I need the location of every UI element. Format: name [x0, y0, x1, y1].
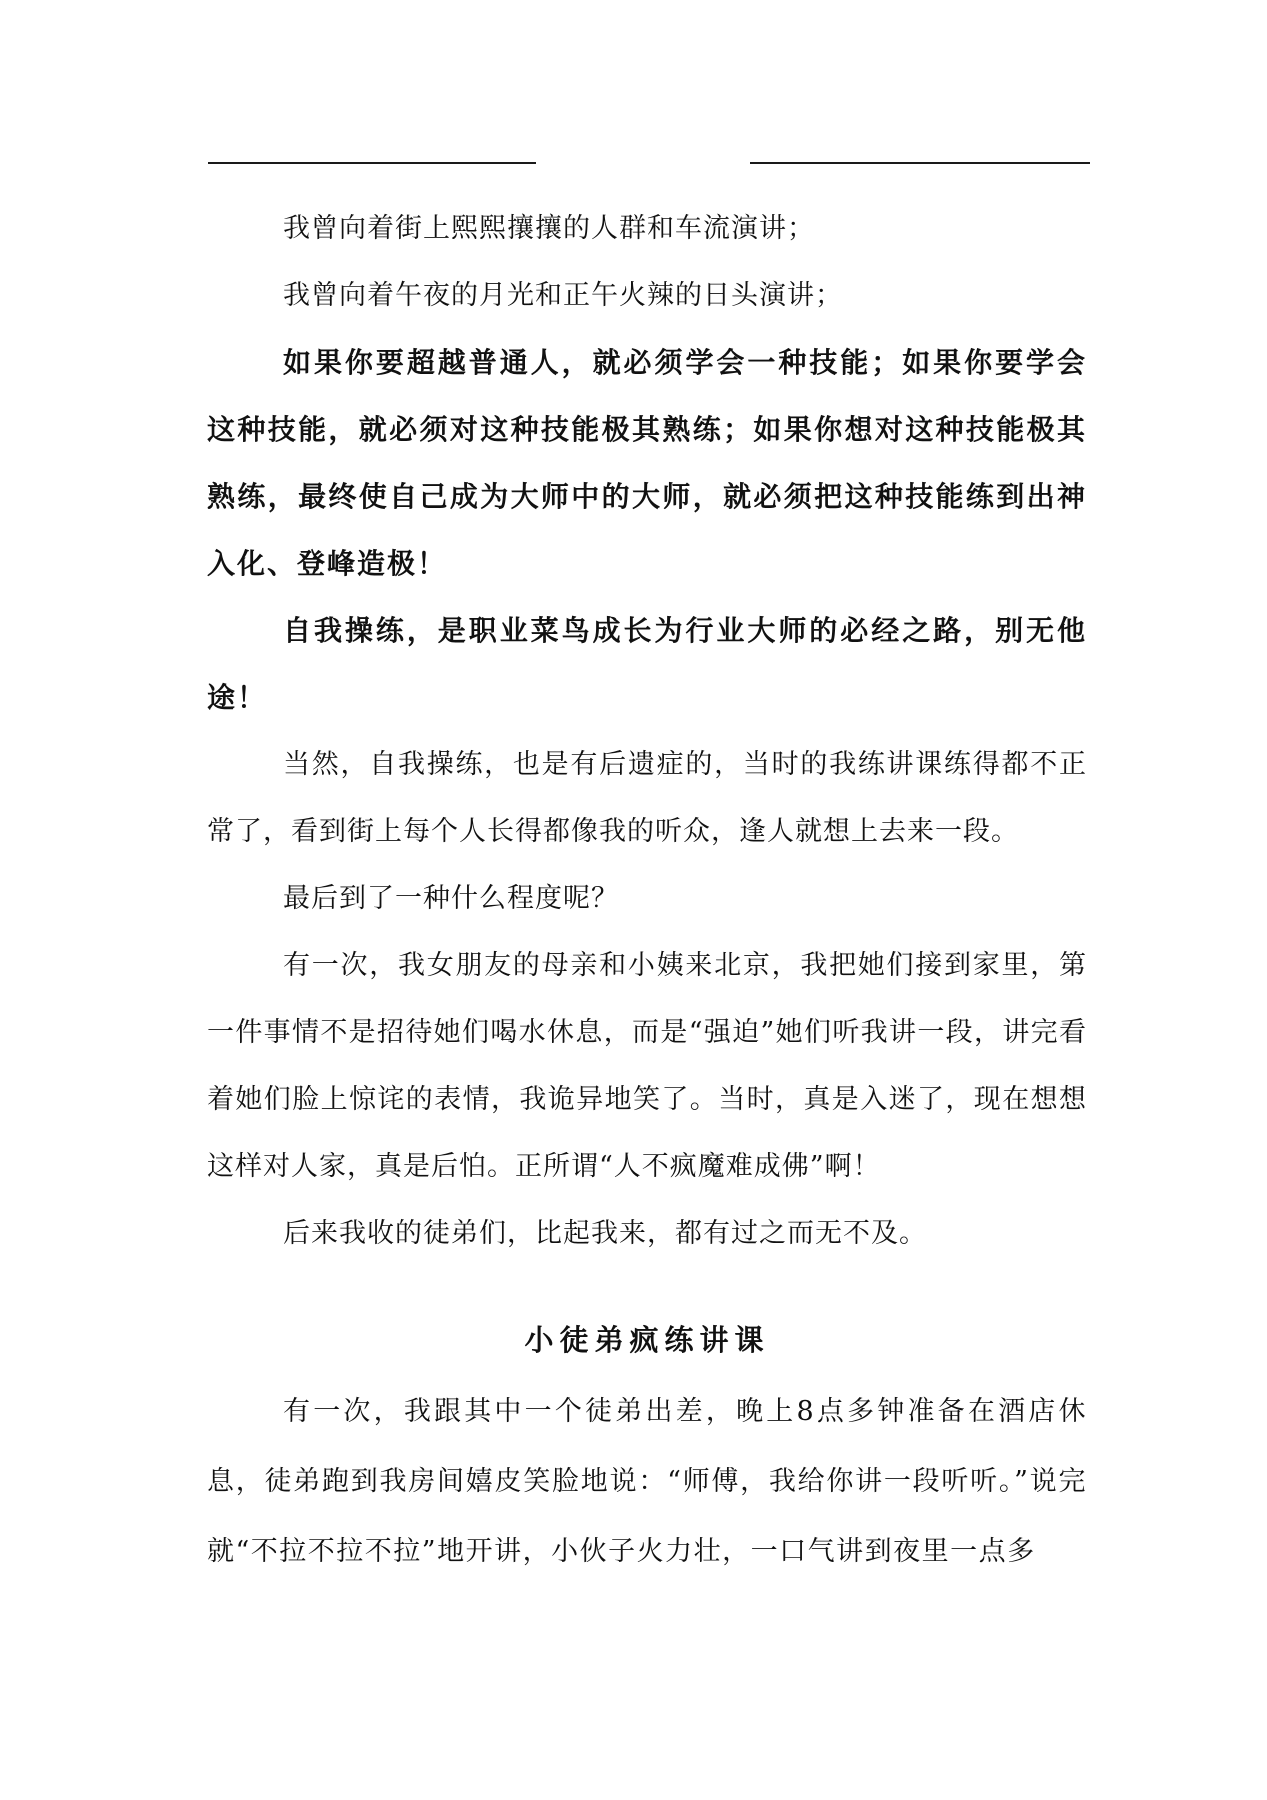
paragraph-5: 当然，自我操练，也是有后遗症的，当时的我练讲课练得都不正常了，看到街上每个人长得都像我的听众，逢人就想上去来一段。: [207, 749, 1087, 847]
paragraph-7: 有一次，我女朋友的母亲和小姨来北京，我把她们接到家里，第一件事情不是招待她们喝水休息，而是“强迫”她们听我讲一段，讲完看着她们脸上惊诧的表情，我诡异地笑了。当时，真是入迷了，现在想想这样对人家，真是后怕。正所谓“人不疯魔难成佛”啊！: [207, 950, 1087, 1182]
paragraph-4-bold: 自我操练，是职业菜鸟成长为行业大师的必经之路，别无他途！: [207, 614, 1087, 714]
header-rule-left: [208, 162, 536, 164]
section-title: 小徒弟疯练讲课: [524, 1323, 770, 1357]
section-paragraph: 有一次，我跟其中一个徒弟出差，晚上8点多钟准备在酒店休息，徒弟跑到我房间嬉皮笑脸地说：“师傅，我给你讲一段听听。”说完就“不拉不拉不拉”地开讲，小伙子火力壮，一口气讲到夜里一点多: [207, 1396, 1087, 1567]
paragraph-6: 最后到了一种什么程度呢？: [283, 883, 619, 914]
paragraph-1: 我曾向着街上熙熙攘攘的人群和车流演讲；: [283, 213, 815, 244]
paragraph-3-bold: 如果你要超越普通人，就必须学会一种技能；如果你要学会这种技能，就必须对这种技能极其熟练；如果你想对这种技能极其熟练，最终使自己成为大师中的大师，就必须把这种技能练到出神入化、登峰造极！: [207, 346, 1087, 580]
paragraph-8: 后来我收的徒弟们，比起我来，都有过之而无不及。: [283, 1218, 927, 1249]
paragraph-2: 我曾向着午夜的月光和正午火辣的日头演讲；: [283, 280, 843, 311]
header-rule-right: [750, 162, 1090, 164]
page-body: [207, 195, 1087, 1587]
